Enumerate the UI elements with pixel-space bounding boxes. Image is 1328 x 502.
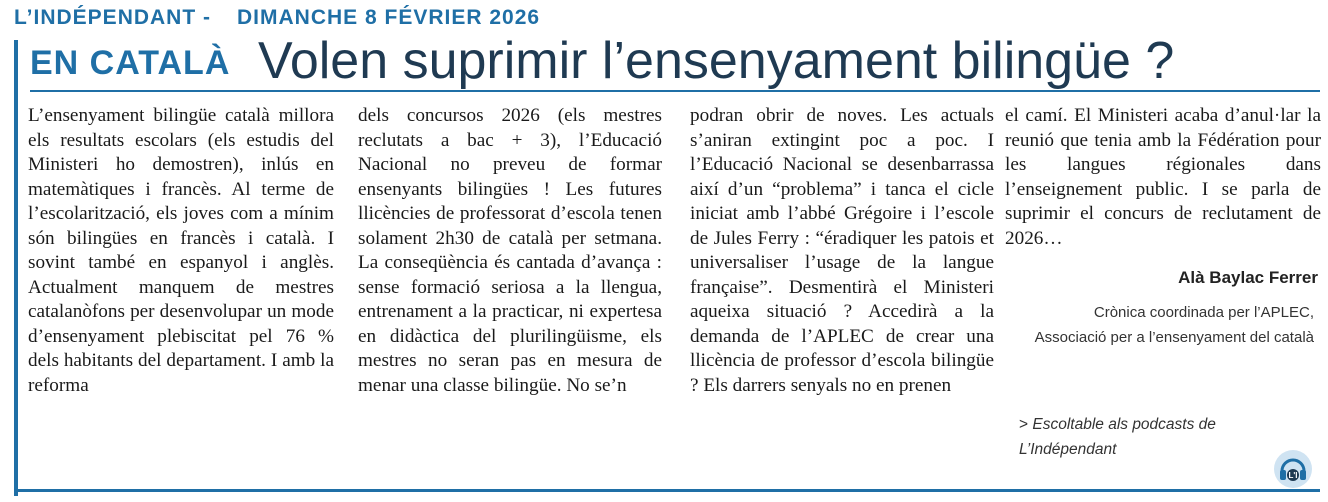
left-rule [14,40,18,496]
article-column-2: dels concursos 2026 (els mestres reclutats a bac + 3), l’Educació Nacional no preveu de formar ensenyants bilingües ! Les futures llicències de professorat d’escola tenen solament 2h30 de català per setmana. La conseqüència és cantada d’avança : sense formació seriosa a la llengua, entrenament a la practicar, ni expertesa en didàctica del plurilingüisme, els mestres no seran pas en mesura de menar una classe bilingüe. No se’n [358,105,662,396]
podcast-arrow: > [1019,416,1029,433]
bottom-rule [14,489,1320,492]
author-name: Alà Baylac Ferrer [1178,268,1318,287]
article-column-3: podran obrir de noves. Les actuals s’aniran extingint poc a poc. I l’Educació Nacional se desenbarrassa així d’un “problema” i tanca el cicle iniciat amb l’abbé Grégoire i l’escole de Jules Ferry : “éradiquer les patois et universaliser l’usage de la langue française”. Desmentirà el Ministeri aqueixa situació ? Accedirà a la demanda de l’APLEC de crear una llicència de professor d’escola bilingüe ? Els darrers senyals no en prenen [690,105,994,396]
masthead-paper: L’INDÉPENDANT - [14,6,212,29]
masthead-date: DIMANCHE 8 FÉVRIER 2026 [237,6,541,29]
podcast-note [1019,412,1289,462]
credit-note: Crònica coordinada per l’APLEC, Associació per a l’ensenyament del català [1034,304,1314,346]
svg-text:L'I: L'I [1288,471,1298,480]
headphones-icon[interactable] [1273,449,1313,489]
article-column-4: el camí. El Ministeri acaba d’anul·lar la reunió que tenia amb la Fédération pour les langues régionales dans l’enseignement public. I se parla de suprimir el concurs de reclutament de 2026… [1005,105,1321,249]
headline: Volen suprimir l’ensenyament bilingüe ? [258,32,1175,90]
podcast-text: Escoltable als podcasts de L’Indépendant [1019,416,1216,458]
article-column-1: L’ensenyament bilingüe català millora els resultats escolars (els estudis del Ministeri ho demostren), inlús en matemàtiques i francès. Al terme de l’escolarització, els joves com a mínim són bilingües en francès i català. I sovint també en espanyol i anglès. Actualment manquem de mestres catalanòfons per desenvolupar un mode d’ensenyament plebiscitat pel 76 % dels habitants del departament. I amb la reforma [28,105,334,396]
title-rule [30,90,1320,92]
kicker: EN CATALÀ [30,44,231,82]
